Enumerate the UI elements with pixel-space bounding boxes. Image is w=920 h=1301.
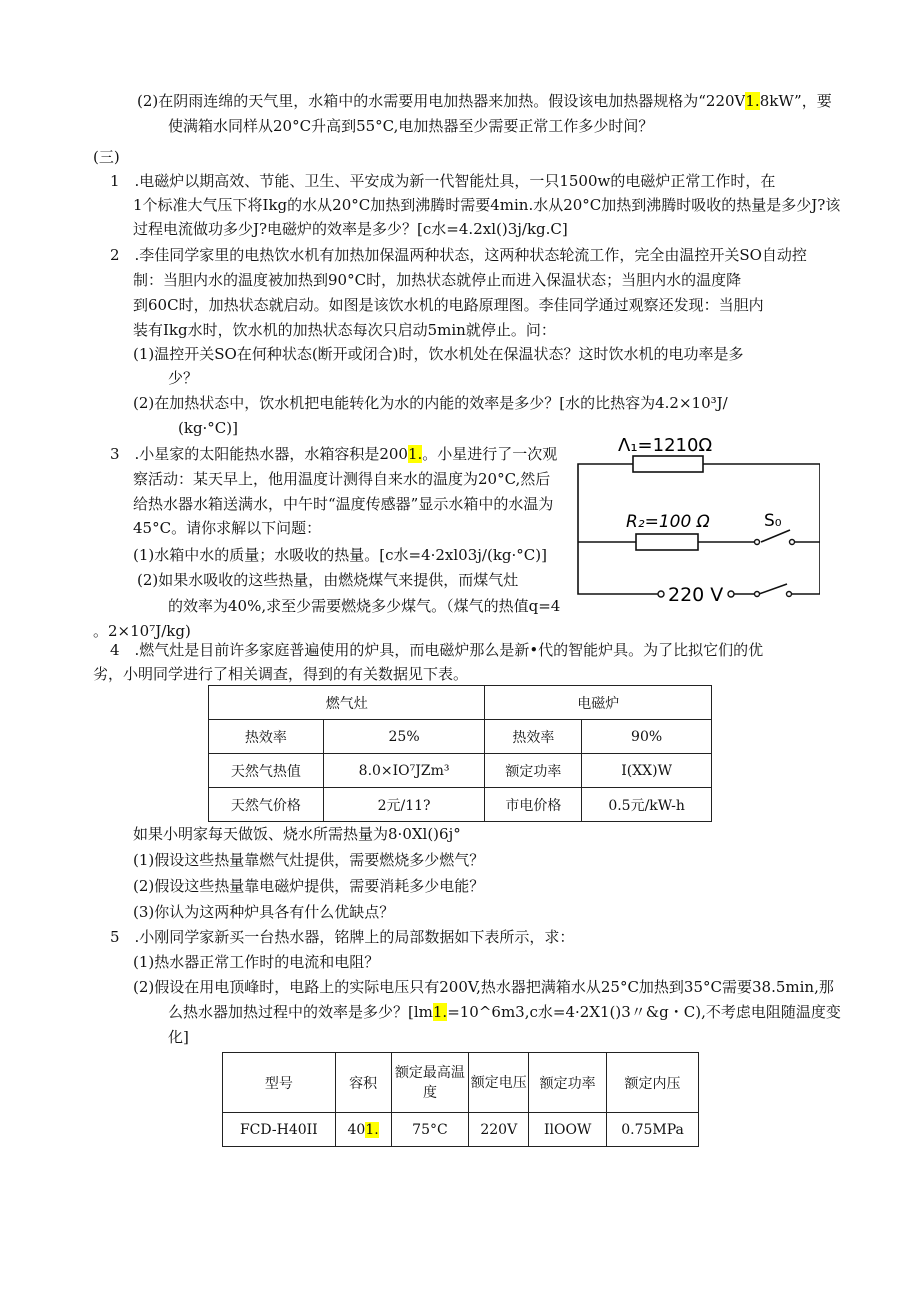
table-row: 热效率 25% 热效率 90% bbox=[209, 720, 712, 754]
question-4-line: 4 .燃气灶是目前许多家庭普遍使用的炉具，而电磁炉那么是新•代的智能炉具。为了比拟它们的优 bbox=[110, 641, 764, 659]
question-1-line: 1 .电磁炉以期高效、节能、卫生、平安成为新一代智能灶具，一只1500w的电磁炉正常工作时，在 bbox=[110, 172, 776, 190]
question-4-line: (3)你认为这两种炉具各有什么优缺点？ bbox=[133, 903, 395, 921]
question-line: 使满箱水同样从20°C升高到55°C,电加热器至少需要正常工作多少时间？ bbox=[168, 117, 654, 135]
switch-s0 bbox=[761, 530, 790, 542]
question-4-line: (2)假设这些热量靠电磁炉提供，需要消耗多少电能？ bbox=[133, 877, 485, 895]
question-4-line: (1)假设这些热量靠燃气灶提供，需要燃烧多少燃气？ bbox=[133, 851, 485, 869]
voltage-label: 220 V bbox=[668, 584, 724, 606]
resistor-r2 bbox=[636, 534, 698, 550]
circuit-diagram bbox=[570, 430, 820, 610]
r2-label: R₂=100 Ω bbox=[626, 512, 710, 532]
question-2-line: 少？ bbox=[168, 369, 199, 387]
question-5-line: 么热水器加热过程中的效率是多少？[lm1.=10^6m3,c水=4·2X1()3〃&g・C),不考虑电阻随温度变 bbox=[168, 1003, 841, 1021]
question-3-line: 给热水器水箱送满水，中午时“温度传感器”显示水箱中的水温为 bbox=[133, 495, 554, 513]
highlight: 1. bbox=[407, 445, 423, 463]
question-1-line: 1个标准大气压下将Ikg的水从20°C加热到沸腾时需要4min.水从20°C加热到沸腾时吸收的热量是多少J?该 bbox=[133, 196, 841, 214]
nameplate-table bbox=[222, 1052, 699, 1147]
question-3-line: (2)如果水吸收的这些热量，由燃烧煤气来提供，而煤气灶 bbox=[137, 571, 519, 589]
question-2-line: (2)在加热状态中，饮水机把电能转化为水的内能的效率是多少？[水的比热容为4.2×10³J/ bbox=[133, 394, 728, 412]
question-2-line: 2 .李佳同学家里的电热饮水机有加热加保温两种状态，这两种状态轮流工作，完全由温控开关SO自动控 bbox=[110, 246, 807, 264]
question-3-line: 45°C。请你求解以下问题： bbox=[133, 519, 322, 537]
question-2-line: 装有Ikg水时，饮水机的加热状态每次只启动5min就停止。问： bbox=[133, 321, 556, 339]
table-row: FCD-H40II 401. 75°C 220V IlOOW 0.75MPa bbox=[223, 1113, 699, 1147]
question-2-line: 到60C时，加热状态就启动。如图是该饮水机的电路原理图。李佳同学通过观察还发现：当胆内 bbox=[133, 296, 764, 314]
question-5-line: 5 .小刚同学家新买一台热水器，铭牌上的局部数据如下表所示，求： bbox=[110, 928, 575, 946]
highlight: 1. bbox=[745, 92, 760, 110]
highlight: 1. bbox=[365, 1121, 379, 1138]
table-header: 电磁炉 bbox=[485, 686, 712, 720]
question-3-line: 察活动：某天早上，他用温度计测得自来水的温度为20°C,然后 bbox=[133, 470, 551, 488]
table-header-row: 型号 容积 额定最高温度 额定电压 额定功率 额定内压 bbox=[223, 1053, 699, 1113]
table-row: 天然气价格 2元/11? 市电价格 0.5元/kW-h bbox=[209, 788, 712, 822]
question-4-line: 劣，小明同学进行了相关调查，得到的有关数据见下表。 bbox=[93, 665, 469, 683]
question-3-line: 。2×10⁷J/kg) bbox=[93, 622, 191, 640]
main-switch bbox=[759, 584, 787, 594]
question-3-line: (1)水箱中水的质量；水吸收的热量。[c水=4·2xl03j/(kg·°C)] bbox=[133, 546, 547, 564]
question-3-line: 3 .小星家的太阳能热水器，水箱容积是2001.。小星进行了一次观 bbox=[110, 445, 558, 463]
resistor-r1 bbox=[633, 456, 703, 472]
question-5-line: (1)热水器正常工作时的电流和电阻？ bbox=[133, 953, 380, 971]
section-heading: (三) bbox=[93, 148, 120, 166]
highlight: 1. bbox=[432, 1003, 448, 1021]
question-2-line: (kg·°C)] bbox=[178, 419, 238, 437]
table-header: 燃气灶 bbox=[209, 686, 485, 720]
question-5-line: (2)假设在用电顶峰时，电路上的实际电压只有200V,热水器把满箱水从25°C加热到35°C需要38.5min,那 bbox=[133, 978, 834, 996]
r1-label: Λ₁=1210Ω bbox=[618, 435, 713, 456]
s0-label: S₀ bbox=[764, 511, 782, 531]
question-3-line: 的效率为40%,求至少需要燃烧多少煤气。（煤气的热值q=4 bbox=[168, 597, 561, 615]
question-5-line: 化] bbox=[168, 1028, 189, 1046]
question-2-line: 制：当胆内水的温度被加热到90°C时，加热状态就停止而进入保温状态；当胆内水的温度降 bbox=[133, 271, 742, 289]
question-line: (2)在阴雨连绵的天气里，水箱中的水需要用电加热器来加热。假设该电加热器规格为“220V1.8kW”，要 bbox=[137, 92, 832, 110]
question-2-line: (1)温控开关SO在何种状态(断开或闭合)时，饮水机处在保温状态？这时饮水机的电功率是多 bbox=[133, 345, 744, 363]
question-1-line: 过程电流做功多少J?电磁炉的效率是多少？[c水=4.2xl()3j/kg.C] bbox=[133, 220, 568, 238]
question-4-line: 如果小明家每天做饭、烧水所需热量为8·0Xl()6j° bbox=[133, 825, 461, 843]
table-row: 天然气热值 8.0×IO⁷JZm³ 额定功率 I(XX)W bbox=[209, 754, 712, 788]
comparison-table bbox=[208, 685, 712, 822]
